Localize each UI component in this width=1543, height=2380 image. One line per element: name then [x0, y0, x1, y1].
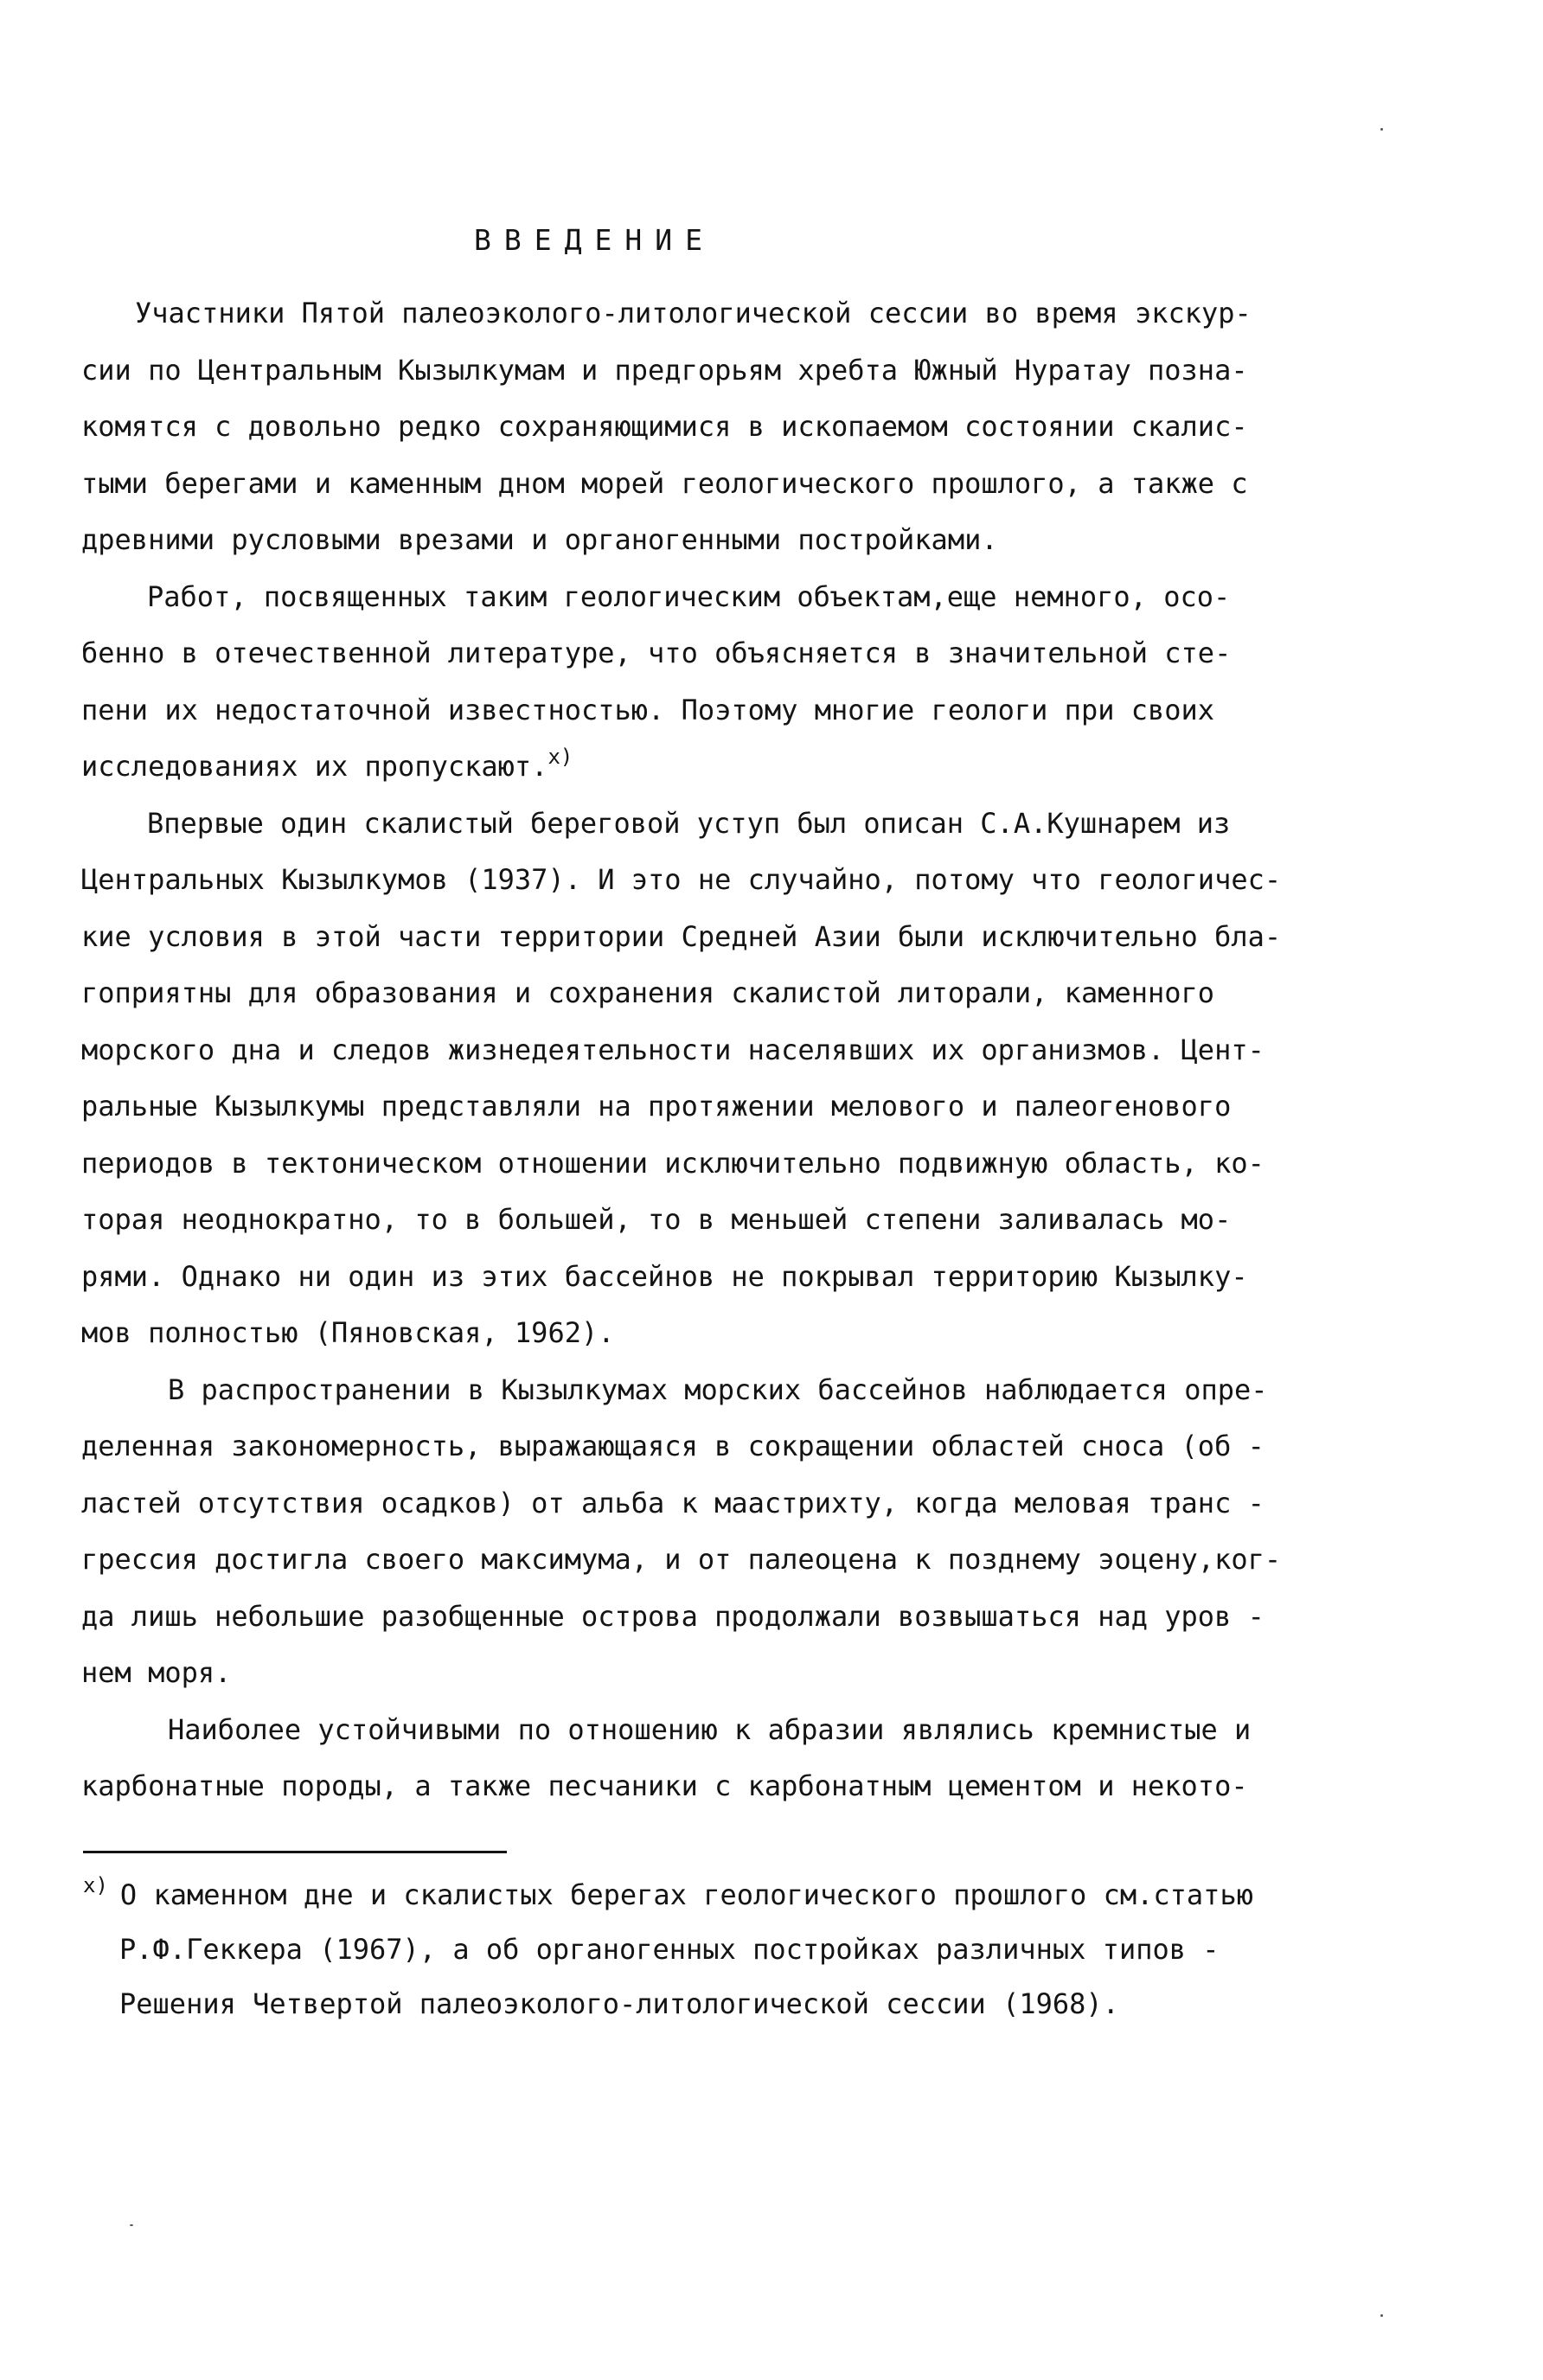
paragraph-4-line-6: нем моря.	[81, 1656, 232, 1689]
paragraph-1-line-2: сии по Центральным Кызылкумам и предгорьям хребта Южный Нуратау позна-	[81, 353, 1248, 387]
scan-speck	[1380, 128, 1383, 131]
paragraph-1-line-4: тыми берегами и каменным дном морей геологического прошлого, а также с	[81, 466, 1248, 500]
paragraph-3-line-10: мов полностью (Пяновская, 1962).	[81, 1316, 615, 1349]
footnote-line-1	[83, 1868, 1337, 1923]
footnote-line-1-text: О каменном дне и скалистых берегах геологического прошлого см.статью	[119, 1878, 1253, 1911]
paragraph-3-line-3: кие условия в этой части территории Средней Азии были исключительно бла-	[81, 919, 1282, 953]
footnote-separator-rule	[83, 1851, 507, 1853]
paragraph-2-line-1: Работ, посвященных таким геологическим объектам,еще немного, осо-	[147, 579, 1231, 613]
paragraph-1-line-3: комятся с довольно редко сохраняющимися в ископаемом состоянии скалис-	[81, 410, 1248, 443]
document-title: ВВЕДЕНИЕ	[474, 223, 715, 257]
paragraph-1-line-1: Участники Пятой палеоэколого-литологической сессии во время экскур-	[135, 297, 1252, 329]
footnote-line-2: Р.Ф.Геккера (1967), а об органогенных постройках различных типов -	[119, 1933, 1220, 1966]
scan-speck	[130, 2224, 133, 2226]
paragraph-2-line-2: бенно в отечественной литературе, что объясняется в значительной сте-	[81, 637, 1232, 669]
paragraph-3-line-5: морского дна и следов жизнедеятельности населявших их организмов. Цент-	[81, 1033, 1264, 1066]
paragraph-4-line-5: да лишь небольшие разобщенные острова продолжали возвышаться над уров -	[81, 1599, 1264, 1633]
paragraph-2-line-3: пени их недостаточной известностью. Поэтому многие геологи при своих	[81, 693, 1215, 726]
paragraph-4-line-3: ластей отсутствия осадков) от альба к маастрихту, когда меловая транс -	[81, 1486, 1264, 1519]
paragraph-5-line-1: Наиболее устойчивыми по отношению к абразии являлись кремнистые и	[168, 1712, 1252, 1746]
paragraph-4-line-1: В распространении в Кызылкумах морских бассейнов наблюдается опре-	[168, 1372, 1268, 1406]
paragraph-2-line-4	[81, 739, 1335, 796]
paragraph-3-line-1: Впервые один скалистый береговой уступ был описан С.А.Кушнарем из	[147, 806, 1231, 840]
paragraph-4-line-2: деленная закономерность, выражающаяся в сокращении областей сноса (об -	[81, 1430, 1264, 1462]
paragraph-3-line-2: Центральных Кызылкумов (1937). И это не случайно, потому что геологичес-	[81, 863, 1282, 896]
document-body	[81, 285, 1335, 1815]
paragraph-3-line-9: рями. Однако ни один из этих бассейнов не покрывал территорию Кызылку-	[81, 1259, 1248, 1293]
footnote-line-3: Решения Четвертой палеоэколого-литологической сессии (1968).	[119, 1987, 1119, 2020]
scan-speck	[1380, 2314, 1383, 2317]
paragraph-3-line-8: торая неоднократно, то в большей, то в меньшей степени заливалась мо-	[81, 1203, 1232, 1236]
paragraph-4-line-4: грессия достигла своего максимума, и от палеоцена к позднему эоцену,ког-	[81, 1543, 1282, 1576]
paragraph-5-line-2: карбонатные породы, а также песчаники с карбонатным цементом и некото-	[81, 1769, 1248, 1802]
paragraph-3-line-6: ральные Кызылкумы представляли на протяжении мелового и палеогенового	[81, 1090, 1232, 1123]
paragraph-1-line-5: древними русловыми врезами и органогенными постройками.	[81, 523, 998, 556]
paragraph-3-line-4: гоприятны для образования и сохранения скалистой литорали, каменного	[81, 976, 1215, 1009]
paragraph-3-line-7: периодов в тектоническом отношении исключительно подвижную область, ко-	[81, 1146, 1264, 1180]
paragraph-2-line-4-text: исследованиях их пропускают.	[81, 750, 548, 783]
footnote-reference-marker: x)	[547, 745, 573, 769]
footnote-marker: x)	[83, 1873, 108, 1897]
footnote	[83, 1868, 1337, 2031]
